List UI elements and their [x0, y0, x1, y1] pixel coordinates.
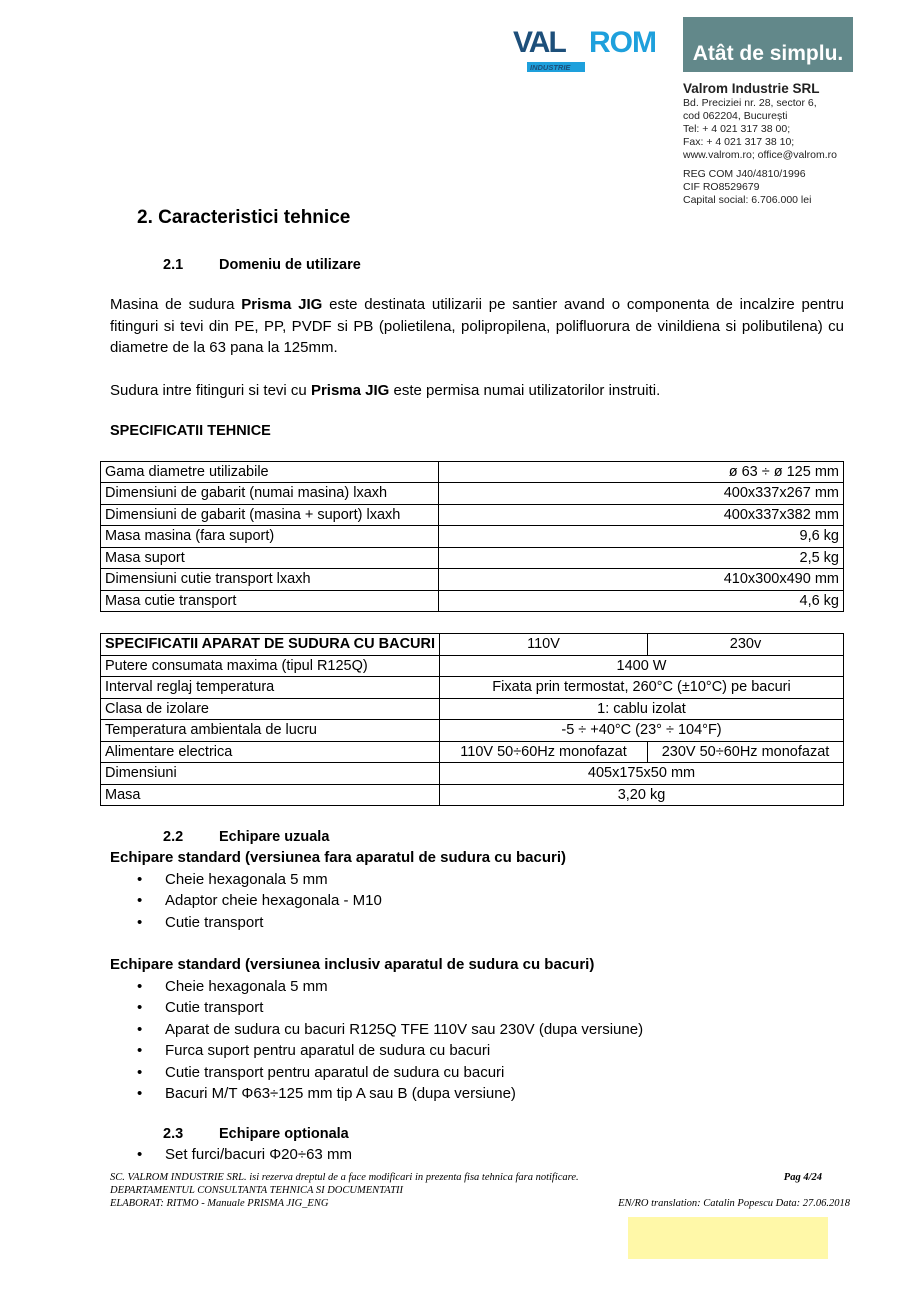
table-row: [101, 547, 844, 569]
table-row: [101, 784, 844, 806]
table-row: [101, 461, 844, 483]
table-row: [101, 741, 844, 763]
standard-equipment-1-list: [110, 869, 844, 934]
highlight-box: [628, 1217, 828, 1259]
subsection-title: Domeniu de utilizare: [219, 257, 361, 273]
header-cell: 230v: [648, 634, 844, 656]
spec-label: Interval reglaj temperatura: [101, 677, 440, 699]
address-line: cod 062204, București: [683, 110, 788, 122]
spec-label: Dimensiuni: [101, 763, 440, 785]
section-title: 2. Caracteristici tehnice: [137, 207, 351, 228]
spec-value: 4,6 kg: [439, 590, 844, 612]
welder-table: [100, 633, 844, 806]
spec-value: Fixata prin termostat, 260°C (±10°C) pe bacuri: [440, 677, 844, 699]
address-line: Fax: + 4 021 317 38 10;: [683, 136, 795, 148]
spec-label: Dimensiuni de gabarit (numai masina) lxaxh: [101, 483, 439, 505]
spec-value: 405x175x50 mm: [440, 763, 844, 785]
list-item: • Bacuri M/T Φ63÷125 mm tip A sau B (dupa versiune): [110, 1083, 844, 1105]
footer-translation: EN/RO translation: Catalin Popescu Data: 27.06.2018: [618, 1198, 850, 1209]
valrom-logo: [513, 24, 675, 74]
list-item: • Cheie hexagonala 5 mm: [110, 976, 844, 998]
table-row: [101, 655, 844, 677]
list-item: • Cutie transport: [110, 997, 844, 1019]
spec-label: Alimentare electrica: [101, 741, 440, 763]
table-row: [101, 590, 844, 612]
table-row: [101, 698, 844, 720]
spec-label: Dimensiuni de gabarit (masina + suport) lxaxh: [101, 504, 439, 526]
spec-heading: SPECIFICATII TEHNICE: [110, 423, 271, 439]
company-name: Valrom Industrie SRL: [683, 81, 820, 96]
table-row: [101, 526, 844, 548]
table-row: [101, 504, 844, 526]
standard-equipment-1-title: Echipare standard (versiunea fara aparatul de sudura cu bacuri): [110, 849, 566, 866]
footer-author: ELABORAT: RITMO - Manuale PRISMA JIG_ENG: [110, 1198, 329, 1209]
spec-value-110v: 110V 50÷60Hz monofazat: [440, 741, 648, 763]
footer: [110, 1171, 850, 1210]
standard-equipment-2-list: [110, 976, 844, 1105]
spec-value: 3,20 kg: [440, 784, 844, 806]
spec-label: Masa cutie transport: [101, 590, 439, 612]
spec-value: 400x337x382 mm: [439, 504, 844, 526]
footer-department: DEPARTAMENTUL CONSULTANTA TEHNICA SI DOCUMENTATII: [110, 1185, 404, 1196]
list-item: • Furca suport pentru aparatul de sudura cu bacuri: [110, 1040, 844, 1062]
spec-label: Masa: [101, 784, 440, 806]
spec-label: Masa suport: [101, 547, 439, 569]
list-item: • Cutie transport: [110, 912, 844, 934]
reg-line: Capital social: 6.706.000 lei: [683, 194, 812, 206]
spec-value-230v: 230V 50÷60Hz monofazat: [648, 741, 844, 763]
footer-disclaimer: SC. VALROM INDUSTRIE SRL. isi rezerva dreptul de a face modificari in prezenta fisa tehnica fara notificare.: [110, 1172, 579, 1183]
table-row: [101, 720, 844, 742]
spec-value: 1: cablu izolat: [440, 698, 844, 720]
address-line: Tel: + 4 021 317 38 00;: [683, 123, 791, 135]
page-number: Pag 4/24: [783, 1172, 822, 1183]
document-body: [100, 206, 850, 1210]
spec-value: ø 63 ÷ ø 125 mm: [439, 461, 844, 483]
address-line: www.valrom.ro; office@valrom.ro: [683, 149, 838, 161]
list-item: • Adaptor cheie hexagonala - M10: [110, 890, 844, 912]
spec-label: Dimensiuni cutie transport lxaxh: [101, 569, 439, 591]
table-row: [101, 569, 844, 591]
spec-value: 2,5 kg: [439, 547, 844, 569]
table-row: [101, 483, 844, 505]
header-cell: 110V: [440, 634, 648, 656]
spec-value: 400x337x267 mm: [439, 483, 844, 505]
spec-value: 1400 W: [440, 655, 844, 677]
reg-line: CIF RO8529679: [683, 181, 760, 193]
list-item: • Set furci/bacuri Φ20÷63 mm: [110, 1144, 844, 1166]
spec-table: [100, 461, 844, 613]
subsection-2-3: 2.3 Echipare optionala: [163, 1125, 349, 1142]
spec-label: Gama diametre utilizabile: [101, 461, 439, 483]
subsection-2-1: [163, 256, 844, 274]
slogan-banner: Atât de simplu.: [683, 17, 853, 72]
table-row: [101, 763, 844, 785]
spec-value: 410x300x490 mm: [439, 569, 844, 591]
svg-text:VAL: VAL: [513, 26, 565, 59]
company-info: [683, 80, 837, 207]
svg-text:ROM: ROM: [589, 26, 656, 59]
list-item: • Cheie hexagonala 5 mm: [110, 869, 844, 891]
svg-text:INDUSTRIE: INDUSTRIE: [530, 63, 571, 72]
spec-label: Putere consumata maxima (tipul R125Q): [101, 655, 440, 677]
reg-line: REG COM J40/4810/1996: [683, 168, 806, 180]
spec-label: Temperatura ambientala de lucru: [101, 720, 440, 742]
table-header-row: [101, 634, 844, 656]
standard-equipment-2-title: Echipare standard (versiunea inclusiv aparatul de sudura cu bacuri): [110, 956, 595, 973]
restriction-paragraph: Sudura intre fitinguri si tevi cu Prisma JIG este permisa numai utilizatorilor instruiti.: [110, 381, 661, 399]
optional-equipment-list: [110, 1144, 844, 1166]
list-item: • Cutie transport pentru aparatul de sudura cu bacuri: [110, 1062, 844, 1084]
address-line: Bd. Preciziei nr. 28, sector 6,: [683, 97, 817, 109]
spec-value: 9,6 kg: [439, 526, 844, 548]
subsection-number: 2.1: [163, 257, 184, 273]
spec-value: -5 ÷ +40°C (23° ÷ 104°F): [440, 720, 844, 742]
table-row: [101, 677, 844, 699]
subsection-2-2: 2.2 Echipare uzuala: [163, 829, 330, 845]
spec-label: Masa masina (fara suport): [101, 526, 439, 548]
spec-label: Clasa de izolare: [101, 698, 440, 720]
header-cell: SPECIFICATII APARAT DE SUDURA CU BACURI: [101, 634, 440, 656]
list-item: • Aparat de sudura cu bacuri R125Q TFE 110V sau 230V (dupa versiune): [110, 1019, 844, 1041]
usage-paragraph: Masina de sudura Prisma JIG este destinata utilizarii pe santier avand o componenta de incalzire pentru fitinguri si tevi din PE, PP, PVDF si PB (polietilena, polipropilena, polifluorura de vinildiena si polibutilena) cu diametre de la 63 pana la 125mm.: [110, 296, 845, 356]
